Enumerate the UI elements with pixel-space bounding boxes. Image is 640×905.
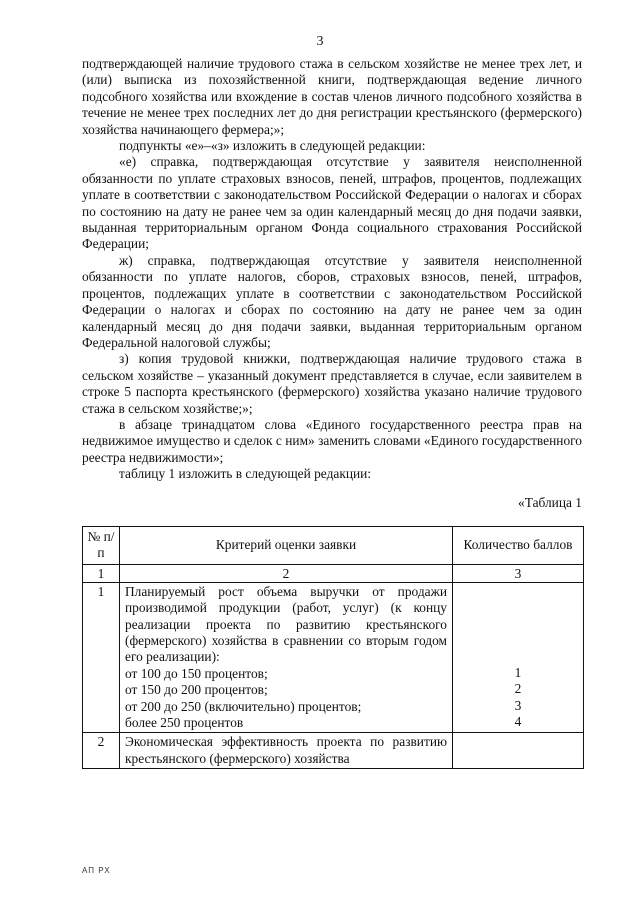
row-number: 2: [83, 733, 120, 769]
criterion-option: более 250 процентов: [125, 715, 244, 731]
row-number: 1: [83, 582, 120, 733]
header-no: № п/п: [83, 527, 120, 565]
table-row: [83, 582, 584, 733]
criteria-table: [82, 526, 584, 769]
column-number: 3: [453, 564, 584, 582]
option-points: 4: [514, 714, 522, 730]
page-number: 3: [316, 34, 324, 49]
table-header-row: [83, 527, 584, 565]
paragraph: «е) справка, подтверждающая отсутствие у заявителя неисполненной обязанности по уплате страховых взносов, пеней, штрафов, процентов, подлежащих уплате в соответствии с законодательством Российской Федерации о налогах и сборах по состоянию на дату не ранее чем за один календарный месяц до дня подачи заявки, выданная территориальным органом Фонда социального страхования Российской Федерации;: [82, 154, 582, 252]
header-points: Количество баллов: [453, 527, 584, 565]
document-body: [82, 56, 582, 483]
paragraph: ж) справка, подтверждающая отсутствие у заявителя неисполненной обязанности по уплате налогов, сборов, страховых взносов, пеней, штрафов, процентов, подлежащих уплате в соответствии с законодательством Российской Федерации о налогах и сборах по состоянию на дату не ранее чем за один календарный месяц до дня подачи заявки, выданная территориальным органом Федеральной налоговой службы;: [82, 252, 582, 350]
criterion-option: от 150 до 200 процентов;: [125, 682, 268, 698]
table-caption: «Таблица 1: [518, 495, 582, 510]
row-criterion: [120, 582, 453, 733]
footer-mark: АП РХ: [82, 866, 111, 875]
criterion-option: от 200 до 250 (включительно) процентов;: [125, 698, 362, 714]
option-points: 3: [514, 697, 522, 713]
criterion-text: Планируемый рост объема выручки от продажи производимой продукции (работ, услуг) (к концу реализации проекта по развитию крестьянского (фермерского) хозяйства в сравнении со вторым годом его реализации):: [125, 583, 447, 665]
column-number: 2: [120, 564, 453, 582]
row-criterion: Экономическая эффективность проекта по развитию крестьянского (фермерского) хозяйства: [120, 733, 453, 769]
paragraph: подпункты «е»–«з» изложить в следующей редакции:: [119, 138, 426, 154]
paragraph: таблицу 1 изложить в следующей редакции:: [119, 466, 372, 482]
option-points: 2: [514, 681, 522, 697]
paragraph: з) копия трудовой книжки, подтверждающая наличие трудового стажа в сельском хозяйстве – указанный документ представляется в случае, если заявителем в строке 5 паспорта крестьянского (фермерского) хозяйства указано наличие трудового стажа в сельском хозяйстве;»;: [82, 351, 582, 416]
option-points: 1: [514, 664, 522, 680]
row-points: [453, 582, 584, 733]
criterion-option: от 100 до 150 процентов;: [125, 665, 268, 681]
header-criterion: Критерий оценки заявки: [120, 527, 453, 565]
paragraph: подтверждающей наличие трудового стажа в сельском хозяйстве не менее трех лет, и (или) выписка из похозяйственной книги, подтверждающая ведение личного подсобного хозяйства или вхождение в состав членов личного подсобного хозяйства в течение не менее трех последних лет до дня регистрации крестьянского (фермерского) хозяйства начинающего фермера;»;: [82, 56, 582, 137]
paragraph: в абзаце тринадцатом слова «Единого государственного реестра прав на недвижимое имущество и сделок с ним» заменить словами «Единого государственного реестра недвижимости»;: [82, 416, 582, 465]
column-numbering-row: [83, 564, 584, 582]
column-number: 1: [83, 564, 120, 582]
row-points: [453, 733, 584, 769]
table-row: [83, 733, 584, 769]
